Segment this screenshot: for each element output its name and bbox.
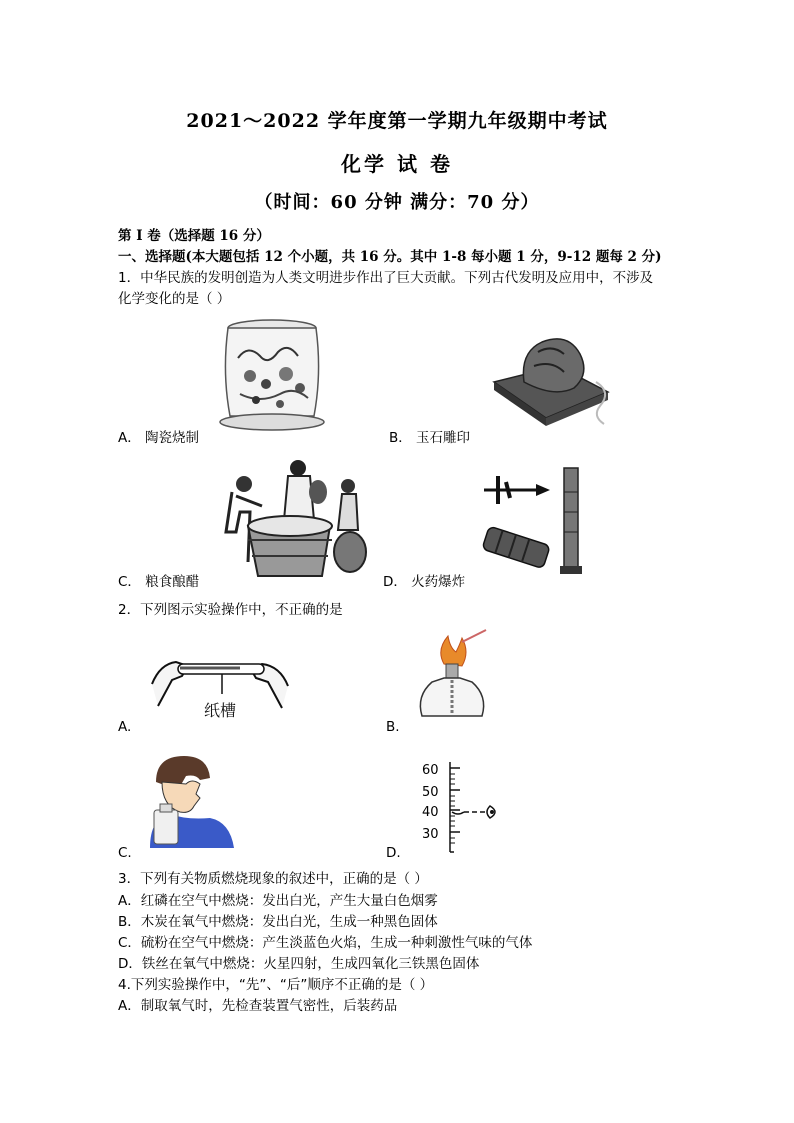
smelling-gas-image: [150, 752, 234, 848]
paper-trough-image: [148, 644, 294, 722]
q1-stem-line1: 1．中华民族的发明创造为人类文明进步作出了巨大贡献。下列古代发明及应用中，不涉及: [118, 270, 654, 286]
exam-title: 2021～2022 学年度第一学期九年级期中考试: [186, 110, 608, 132]
q2-option-c: C.: [118, 845, 132, 861]
q2-option-d: D.: [386, 845, 401, 861]
q3-option-b: B．木炭在氧气中燃烧：发出白光，生成一种黑色固体: [118, 914, 438, 930]
exam-subtitle: 化学 试 卷: [341, 152, 453, 176]
q4-stem: 4.下列实验操作中，“先”、“后”顺序不正确的是（ ）: [118, 977, 434, 993]
cylinder-tick-60: 60: [422, 763, 439, 778]
exam-time-info: （时间：60 分钟 满分：70 分）: [254, 192, 540, 213]
q3-option-a: A．红磷在空气中燃烧：发出白光，产生大量白色烟雾: [118, 893, 438, 909]
porcelain-jar-image: [216, 318, 328, 434]
alcohol-lamp-image: [412, 628, 492, 720]
graduated-cylinder-image: [416, 760, 526, 854]
part-heading: 一、选择题(本大题包括 12 个小题，共 16 分。其中 1-8 每小题 1 分，9-12 题每 2 分): [118, 249, 662, 265]
q1-option-a: A． 陶瓷烧制: [118, 430, 200, 446]
q3-stem: 3．下列有关物质燃烧现象的叙述中，正确的是（ ）: [118, 871, 428, 887]
jade-seal-image: [488, 322, 614, 428]
cylinder-tick-40: 40: [422, 805, 439, 820]
q3-option-c: C．硫粉在空气中燃烧：产生淡蓝色火焰，生成一种刺激性气味的气体: [118, 935, 533, 951]
q1-stem-line2: 化学变化的是（ ）: [118, 291, 231, 307]
volume-heading: 第 I 卷（选择题 16 分）: [118, 228, 270, 244]
cylinder-tick-50: 50: [422, 785, 439, 800]
q2-option-a: A.: [118, 719, 132, 735]
q2-option-b: B.: [386, 719, 400, 735]
gunpowder-image: [478, 462, 602, 582]
q1-option-b: B． 玉石雕印: [389, 430, 471, 446]
q2-stem: 2．下列图示实验操作中，不正确的是: [118, 602, 343, 618]
q4-option-a: A．制取氧气时，先检查装置气密性，后装药品: [118, 998, 398, 1014]
q3-option-d: D．铁丝在氧气中燃烧：火星四射，生成四氧化三铁黑色固体: [118, 956, 480, 972]
q1-option-d: D． 火药爆炸: [383, 574, 466, 590]
paper-trough-label: 纸槽: [204, 701, 237, 720]
vinegar-brewing-image: [218, 456, 370, 582]
q1-option-c: C． 粮食酿醋: [118, 574, 200, 590]
cylinder-tick-30: 30: [422, 827, 439, 842]
